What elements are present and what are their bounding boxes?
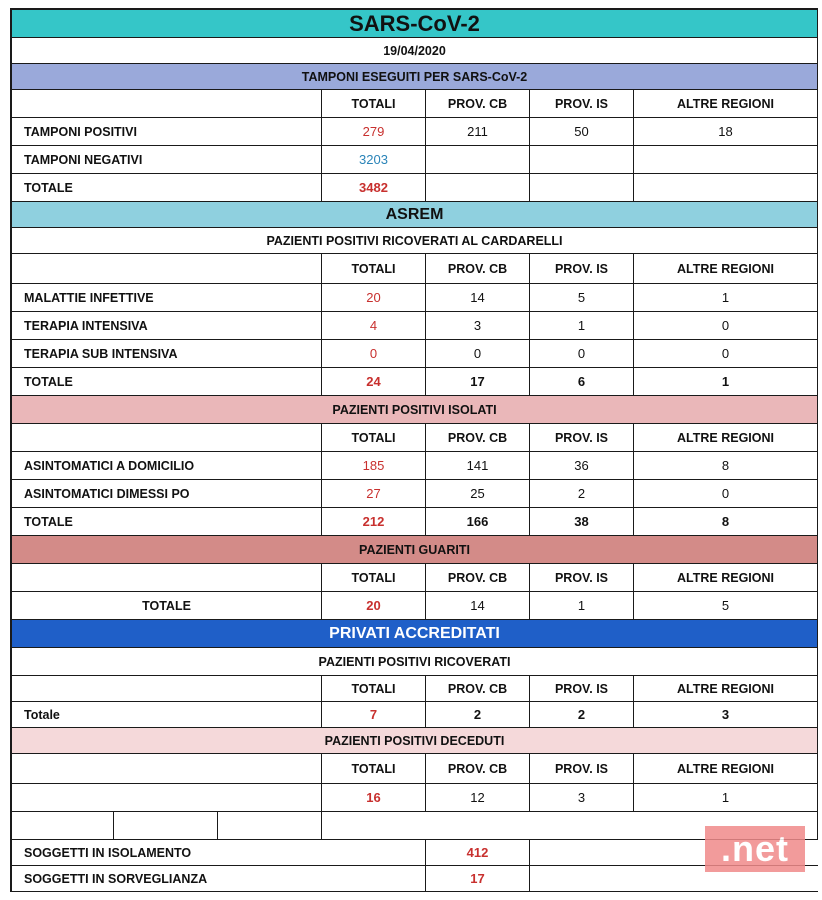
header-totali: TOTALI (322, 564, 426, 591)
value-prov-is: 2 (530, 480, 634, 507)
value-prov-cb: 141 (426, 452, 530, 479)
table-row-total (12, 702, 818, 728)
value-totali: 279 (322, 118, 426, 145)
watermark-logo: .net (705, 826, 805, 872)
row-label: ASINTOMATICI DIMESSI PO (12, 480, 322, 507)
header-prov-cb: PROV. CB (426, 754, 530, 783)
value-totali: 3203 (322, 146, 426, 173)
deceduti-section-header (12, 728, 818, 754)
ricoverati-subheader (12, 228, 818, 254)
header-totali: TOTALI (322, 254, 426, 283)
header-prov-is: PROV. IS (530, 254, 634, 283)
soggetti-value: 17 (426, 866, 530, 891)
value-prov-is: 36 (530, 452, 634, 479)
value-prov-is: 1 (530, 312, 634, 339)
value-totali: 16 (322, 784, 426, 811)
header-totali: TOTALI (322, 754, 426, 783)
empty-cell (114, 812, 218, 839)
value-altre-regioni: 8 (634, 508, 818, 535)
value-prov-cb: 3 (426, 312, 530, 339)
value-totali: 24 (322, 368, 426, 395)
value-prov-is: 2 (530, 702, 634, 727)
tamponi-title: TAMPONI ESEGUITI PER SARS-CoV-2 (12, 64, 818, 89)
header-empty (12, 754, 322, 783)
value-prov-is: 3 (530, 784, 634, 811)
table-row-total (12, 508, 818, 536)
title-row (12, 10, 818, 38)
value-altre-regioni: 3 (634, 702, 818, 727)
row-label: ASINTOMATICI A DOMICILIO (12, 452, 322, 479)
header-empty (12, 90, 322, 117)
value-totali: 20 (322, 284, 426, 311)
asrem-section-header (12, 202, 818, 228)
value-altre-regioni: 5 (634, 592, 818, 619)
ricoverati-title: PAZIENTI POSITIVI RICOVERATI AL CARDARELLI (12, 228, 818, 253)
table-row (12, 784, 818, 812)
privati-ricoverati-title: PAZIENTI POSITIVI RICOVERATI (12, 648, 818, 675)
value-altre-regioni: 18 (634, 118, 818, 145)
value-prov-cb: 17 (426, 368, 530, 395)
value-totali: 3482 (322, 174, 426, 201)
table-row-total (12, 368, 818, 396)
soggetti-label: SOGGETTI IN ISOLAMENTO (12, 840, 426, 865)
value-altre-regioni: 0 (634, 312, 818, 339)
header-prov-is: PROV. IS (530, 90, 634, 117)
value-prov-cb: 166 (426, 508, 530, 535)
row-label: TAMPONI NEGATIVI (12, 146, 322, 173)
table-row-total (12, 592, 818, 620)
soggetti-row (12, 866, 818, 892)
row-label: Totale (12, 702, 322, 727)
header-prov-cb: PROV. CB (426, 90, 530, 117)
value-prov-cb: 25 (426, 480, 530, 507)
value-prov-is (530, 146, 634, 173)
row-label: TAMPONI POSITIVI (12, 118, 322, 145)
value-prov-is: 1 (530, 592, 634, 619)
deceduti-column-headers (12, 754, 818, 784)
row-label: TOTALE (12, 368, 322, 395)
value-prov-cb (426, 146, 530, 173)
guariti-title: PAZIENTI GUARITI (12, 536, 818, 563)
header-altre-regioni: ALTRE REGIONI (634, 754, 818, 783)
value-prov-is: 5 (530, 284, 634, 311)
table-row (12, 312, 818, 340)
value-prov-is: 50 (530, 118, 634, 145)
table-row (12, 452, 818, 480)
value-altre-regioni: 0 (634, 340, 818, 367)
table-row-total (12, 174, 818, 202)
header-empty (12, 254, 322, 283)
privati-column-headers (12, 676, 818, 702)
tamponi-column-headers (12, 90, 818, 118)
value-prov-is: 6 (530, 368, 634, 395)
empty-cell (218, 812, 322, 839)
header-altre-regioni: ALTRE REGIONI (634, 254, 818, 283)
value-prov-cb: 211 (426, 118, 530, 145)
row-label (12, 784, 322, 811)
value-totali: 27 (322, 480, 426, 507)
soggetti-label: SOGGETTI IN SORVEGLIANZA (12, 866, 426, 891)
guariti-column-headers (12, 564, 818, 592)
value-altre-regioni (634, 146, 818, 173)
header-prov-is: PROV. IS (530, 754, 634, 783)
isolati-title: PAZIENTI POSITIVI ISOLATI (12, 396, 818, 423)
value-altre-regioni: 8 (634, 452, 818, 479)
header-prov-cb: PROV. CB (426, 564, 530, 591)
header-empty (12, 424, 322, 451)
value-prov-cb: 2 (426, 702, 530, 727)
header-altre-regioni: ALTRE REGIONI (634, 676, 818, 701)
row-label: TOTALE (12, 174, 322, 201)
header-totali: TOTALI (322, 90, 426, 117)
value-prov-cb: 14 (426, 284, 530, 311)
value-altre-regioni: 1 (634, 784, 818, 811)
row-label: TERAPIA SUB INTENSIVA (12, 340, 322, 367)
value-totali: 20 (322, 592, 426, 619)
row-label: TERAPIA INTENSIVA (12, 312, 322, 339)
privati-title: PRIVATI ACCREDITATI (12, 620, 818, 647)
header-empty (12, 676, 322, 701)
table-row (12, 284, 818, 312)
header-altre-regioni: ALTRE REGIONI (634, 90, 818, 117)
header-prov-is: PROV. IS (530, 424, 634, 451)
table-row (12, 480, 818, 508)
header-totali: TOTALI (322, 676, 426, 701)
privati-ricoverati-subheader (12, 648, 818, 676)
value-totali: 0 (322, 340, 426, 367)
privati-section-header (12, 620, 818, 648)
header-prov-cb: PROV. CB (426, 676, 530, 701)
covid-report-sheet (10, 8, 818, 892)
soggetti-value: 412 (426, 840, 530, 865)
header-empty (12, 564, 322, 591)
tamponi-section-header (12, 64, 818, 90)
value-prov-is: 38 (530, 508, 634, 535)
header-prov-cb: PROV. CB (426, 424, 530, 451)
table-row (12, 340, 818, 368)
header-prov-is: PROV. IS (530, 676, 634, 701)
header-prov-cb: PROV. CB (426, 254, 530, 283)
value-prov-is (530, 174, 634, 201)
guariti-section-header (12, 536, 818, 564)
value-totali: 4 (322, 312, 426, 339)
header-prov-is: PROV. IS (530, 564, 634, 591)
value-totali: 7 (322, 702, 426, 727)
isolati-section-header (12, 396, 818, 424)
asrem-title: ASREM (12, 202, 818, 227)
empty-row (12, 812, 818, 840)
report-date: 19/04/2020 (12, 38, 818, 63)
header-totali: TOTALI (322, 424, 426, 451)
report-title: SARS-CoV-2 (12, 10, 818, 37)
value-totali: 185 (322, 452, 426, 479)
header-altre-regioni: ALTRE REGIONI (634, 424, 818, 451)
value-prov-cb: 12 (426, 784, 530, 811)
value-totali: 212 (322, 508, 426, 535)
value-altre-regioni: 1 (634, 368, 818, 395)
value-prov-cb: 14 (426, 592, 530, 619)
ricoverati-column-headers (12, 254, 818, 284)
isolati-column-headers (12, 424, 818, 452)
value-prov-cb (426, 174, 530, 201)
soggetti-row (12, 840, 818, 866)
table-row (12, 146, 818, 174)
value-prov-cb: 0 (426, 340, 530, 367)
table-row (12, 118, 818, 146)
header-altre-regioni: ALTRE REGIONI (634, 564, 818, 591)
empty-cell (12, 812, 114, 839)
row-label: MALATTIE INFETTIVE (12, 284, 322, 311)
value-altre-regioni: 1 (634, 284, 818, 311)
value-altre-regioni: 0 (634, 480, 818, 507)
row-label: TOTALE (12, 592, 322, 619)
deceduti-title: PAZIENTI POSITIVI DECEDUTI (12, 728, 818, 753)
row-label: TOTALE (12, 508, 322, 535)
date-row (12, 38, 818, 64)
value-prov-is: 0 (530, 340, 634, 367)
value-altre-regioni (634, 174, 818, 201)
